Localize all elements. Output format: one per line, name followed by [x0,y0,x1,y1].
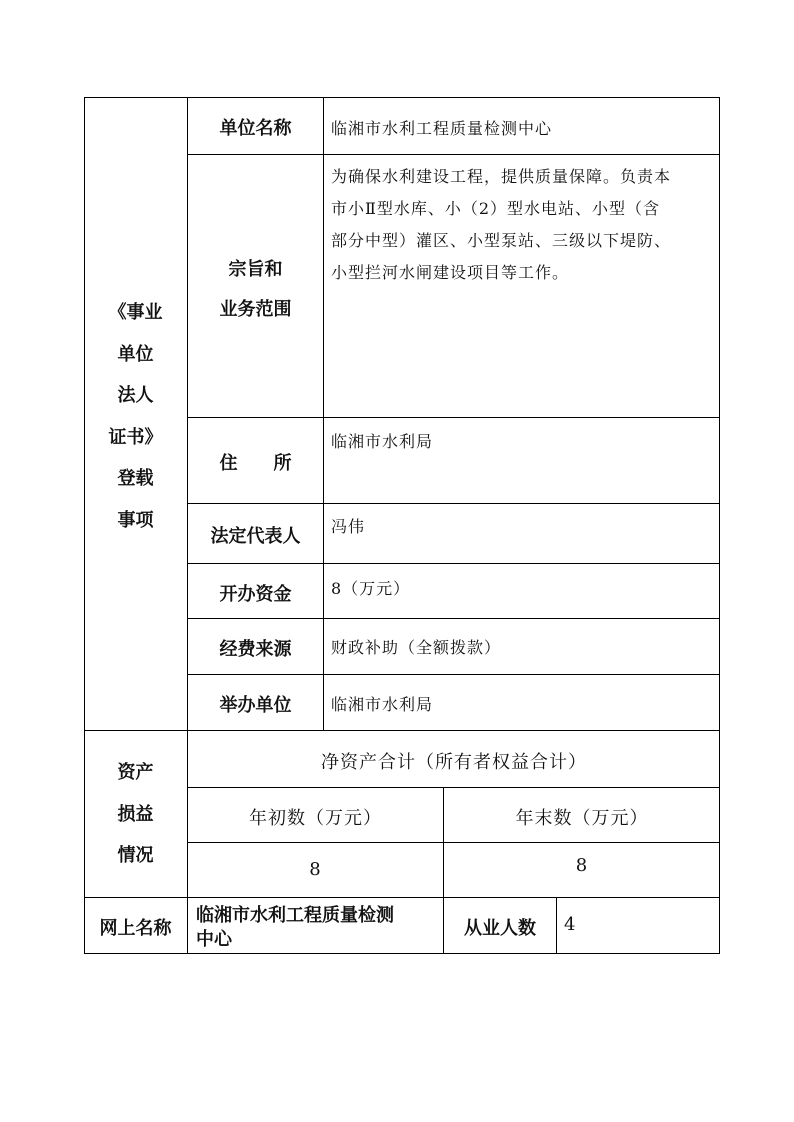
section-divider [84,730,720,731]
row-divider [187,154,720,155]
legal-rep-value: 冯伟 [331,517,366,536]
row-divider [187,417,720,418]
registration-section-label: 《事业 单位 法人 证书》 登载 事项 [108,302,163,531]
address-value: 临湘市水利局 [331,432,434,451]
begin-year-value: 8 [309,859,322,880]
funding-value: 财政补助（全额拨款） [331,638,502,657]
online-name-label: 网上名称 [99,918,172,939]
column-divider [323,97,324,730]
end-year-label: 年末数（万元） [515,808,649,829]
capital-value: 8（万元） [331,579,411,598]
row-divider [187,563,720,564]
purpose-label-line2: 业务范围 [219,299,292,320]
capital-label: 开办资金 [219,584,292,605]
address-label: 住 所 [219,453,292,474]
assets-section-label: 资产 损益 情况 [117,762,154,866]
net-assets-header: 净资产合计（所有者权益合计） [321,752,587,773]
row-divider [187,618,720,619]
online-name-value: 临湘市水利工程质量检测 中心 [196,905,394,950]
purpose-value: 为确保水利建设工程，提供质量保障。负责本 市小Ⅱ型水库、小（2）型水电站、小型（含 部分中型）灌区、小型泵站、三级以下堤防、 小型拦河水闸建设项目等工作。 [331,167,672,282]
row-divider [187,787,720,788]
sponsor-label: 举办单位 [219,695,292,716]
sponsor-value: 临湘市水利局 [331,695,434,714]
begin-year-label: 年初数（万元） [249,808,382,829]
purpose-label-line1: 宗旨和 [228,259,283,280]
end-year-value: 8 [575,855,589,876]
row-divider [187,674,720,675]
unit-name-label: 单位名称 [219,118,292,139]
legal-rep-label: 法定代表人 [210,526,301,547]
unit-name-value: 临湘市水利工程质量检测中心 [331,119,553,138]
row-divider [187,842,720,843]
staff-count-label: 从业人数 [464,918,536,939]
section-divider [84,897,720,898]
staff-count-value: 4 [564,914,577,935]
row-divider [187,503,720,504]
column-divider [556,897,557,954]
funding-label: 经费来源 [219,639,292,660]
